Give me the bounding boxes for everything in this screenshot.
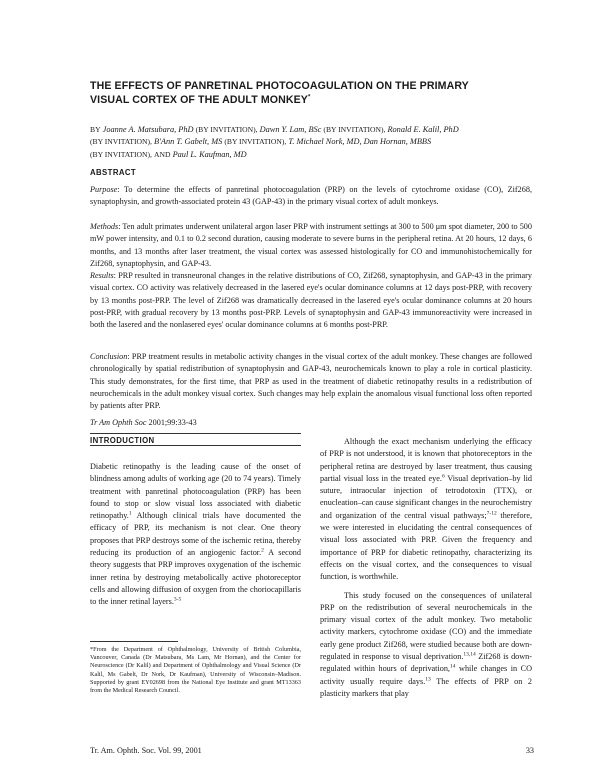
purpose-text: : To determine the effects of panretinal photocoagulation (PRP) on the levels of cytochrome oxidase (CO), Zif268, synaptophysin, and growth-associated protein 43 (GAP-43) in the primary visual cortex of adult monkeys. bbox=[90, 185, 532, 207]
abstract-results bbox=[90, 270, 532, 331]
author-1: Joanne A. Matsubara, PhD bbox=[102, 125, 194, 134]
reference-mark: 14 bbox=[449, 663, 456, 670]
by-invitation: (BY INVITATION), bbox=[224, 137, 287, 147]
purpose-label: Purpose bbox=[90, 185, 118, 194]
citation-journal: Tr Am Ophth Soc bbox=[90, 418, 147, 427]
reference-mark: 3-5 bbox=[173, 596, 182, 603]
title-line-2: VISUAL CORTEX OF THE ADULT MONKEY bbox=[90, 93, 308, 106]
introduction-left-column bbox=[90, 461, 301, 609]
intro-text: This study focused on the consequences of unilateral PRP on the redistribution of several neurochemicals in the primary visual cortex of the adult monkey. Two metabolic activity markers, cytochrome oxidase (CO) and the immediate early gene product Zif268, were studied because both are down-regulated in response to visual deprivation. bbox=[320, 590, 532, 662]
page-number: 33 bbox=[525, 746, 534, 755]
intro-text: while changes in CO activity usually require days. bbox=[320, 664, 532, 686]
intro-text: Diabetic retinopathy is the leading cause of the onset of blindness among adults of working age (20 to 74 years). Timely treatment with panretinal photocoagulation (PRP) has been found to stop or slow visual loss associated with diabetic retinopathy. bbox=[90, 462, 301, 521]
journal-citation bbox=[90, 418, 197, 427]
intro-text: A second theory suggests that PRP improves oxygenation of the ischemic inner retina by destroying metabolically active photoreceptor cells and allowing diffusion of oxygen from the choriocapillaris to the inner retinal layers. bbox=[90, 548, 301, 607]
reference-mark: 7-12 bbox=[486, 510, 497, 517]
abstract-purpose bbox=[90, 184, 532, 209]
title-footnote-mark: * bbox=[307, 93, 311, 100]
abstract-heading: ABSTRACT bbox=[90, 168, 137, 177]
intro-text: Visual deprivation–by lid suture, intraocular injection of tetrodotoxin (TTX), or enucleation–can cause significant changes in the neurochemistry and organization of the central visual pathways; bbox=[320, 473, 532, 520]
abstract-conclusion bbox=[90, 351, 532, 412]
byline-and: AND bbox=[154, 149, 171, 159]
by-invitation: (BY INVITATION), bbox=[90, 137, 152, 147]
reference-mark: 2 bbox=[261, 547, 264, 554]
intro-text: Although clinical trials have documented the efficacy of PRP, its mechanism is not clear. One theory proposes that PRP destroys some of the ischemic retina, thereby reducing its production of an angiogenic factor. bbox=[90, 511, 301, 558]
title-line-1: THE EFFECTS OF PANRETINAL PHOTOCOAGULATION ON THE PRIMARY bbox=[90, 80, 469, 92]
section-rule-top bbox=[90, 433, 301, 434]
author-5: T. Michael Nork, MD, Dan Hornan, MBBS bbox=[288, 137, 432, 147]
results-label: Results bbox=[90, 271, 114, 280]
introduction-heading: INTRODUCTION bbox=[90, 436, 155, 445]
intro-text: Although the exact mechanism underlying the efficacy of PRP is not understood, it is known that photoreceptors in the peripheral retina are destroyed by laser treatment, thus causing partial visual loss in the treated eye. bbox=[320, 437, 532, 483]
intro-paragraph bbox=[320, 436, 532, 584]
results-text: : PRP resulted in transneuronal changes in the relative distributions of CO, Zif268, synaptophysin, and GAP-43 in the primary visual cortex. CO activity was relatively decreased in the lasered eye's ocular dominance columns at 12 days post-PRP, with recovery by 13 months post-PRP. The level of Zif268 was dramatically decreased in the lasered eye's ocular dominance columns at 20 hours post-PRP, with gradual recovery by 13 months post-PRP. Levels of synaptophysin and GAP-43 immunoreactivity were increased in both the lasered and the nonlasered eyes' ocular dominance columns at 6 months post-PRP. bbox=[90, 271, 532, 330]
article-title bbox=[90, 80, 530, 107]
author-byline bbox=[90, 124, 530, 161]
author-4: B'Ann T. Gabelt, MS bbox=[154, 137, 223, 147]
reference-mark: 6 bbox=[441, 473, 445, 480]
reference-mark: 13,14 bbox=[463, 651, 476, 658]
running-footer: Tr. Am. Ophth. Soc. Vol. 99, 2001 bbox=[90, 746, 202, 755]
reference-mark: 1 bbox=[128, 510, 132, 517]
methods-text: : Ten adult primates underwent unilateral argon laser PRP with instrument settings at 300 to 500 μm spot diameter, 200 to 500 mW power intensity, and 0.1 to 0.2 second duration, causing moderate to severe burns in the peripheral retina. At 20 hours, 12 days, 6 months, and 13 months after laser treatment, the visual cortex was assessed histologically for CO and immunohistochemically for Zif268, synaptophysin, and GAP-43. bbox=[90, 222, 532, 268]
by-invitation: (BY INVITATION), bbox=[323, 125, 386, 134]
intro-text: The effects of PRP on 2 plasticity markers that play bbox=[320, 676, 532, 698]
footnote-rule bbox=[90, 641, 178, 642]
section-rule-bottom bbox=[90, 445, 301, 446]
author-2: Dawn Y. Lam, BSc bbox=[259, 125, 322, 134]
intro-text: therefore, we were interested in elucidating the central consequences of visual loss associated with PRP. Given the frequency and importance of PRP for diabetic retinopathy, characterizing its effects on the visual cortex, and the consequences to visual function, is worthwhile. bbox=[320, 510, 533, 582]
by-invitation: (BY INVITATION), bbox=[90, 149, 152, 159]
affiliation-footnote: *From the Department of Ophthalmology, University of British Columbia, Vancouver, Canada (Dr Matsubara, Ms Lam, Mr Hornan), and the Center for Neuroscience (Dr Kalil) and Department of Ophthalmology and Visual Science (Dr Kalil, Ms Gabelt, Dr Nork, Dr Kaufman), University of Wisconsin–Madison. Supported by grant EY02698 from the National Eye Institute and grant MT13363 from the Medical Research Council. bbox=[90, 646, 301, 695]
author-3: Ronald E. Kalil, PhD bbox=[387, 125, 459, 134]
by-invitation: (BY INVITATION), bbox=[195, 125, 258, 134]
conclusion-label: Conclusion bbox=[90, 352, 128, 361]
methods-label: Methods bbox=[90, 222, 119, 231]
introduction-right-column bbox=[320, 436, 532, 700]
reference-mark: 13 bbox=[425, 675, 431, 682]
byline-by: BY bbox=[90, 125, 101, 134]
author-6: Paul L. Kaufman, MD bbox=[172, 149, 247, 159]
intro-paragraph bbox=[320, 590, 532, 701]
citation-volume: 2001;99:33-43 bbox=[146, 418, 197, 427]
abstract-methods bbox=[90, 221, 532, 270]
conclusion-text: : PRP treatment results in metabolic activity changes in the visual cortex of the adult monkey. These changes are followed chronologically by spatial redistribution of synaptophysin and GAP-43, neurochemicals known to play a role in cortical plasticity. This study demonstrates, for the first time, that PRP as used in the treatment of diabetic retinopathy results in a redistribution of neurochemicals in the adult monkey visual cortex. Such changes may help explain the anomalous visual functional loss often reported by patients after PRP. bbox=[90, 352, 532, 411]
intro-text: Zif268 is down-regulated within hours of deprivation, bbox=[320, 652, 532, 674]
